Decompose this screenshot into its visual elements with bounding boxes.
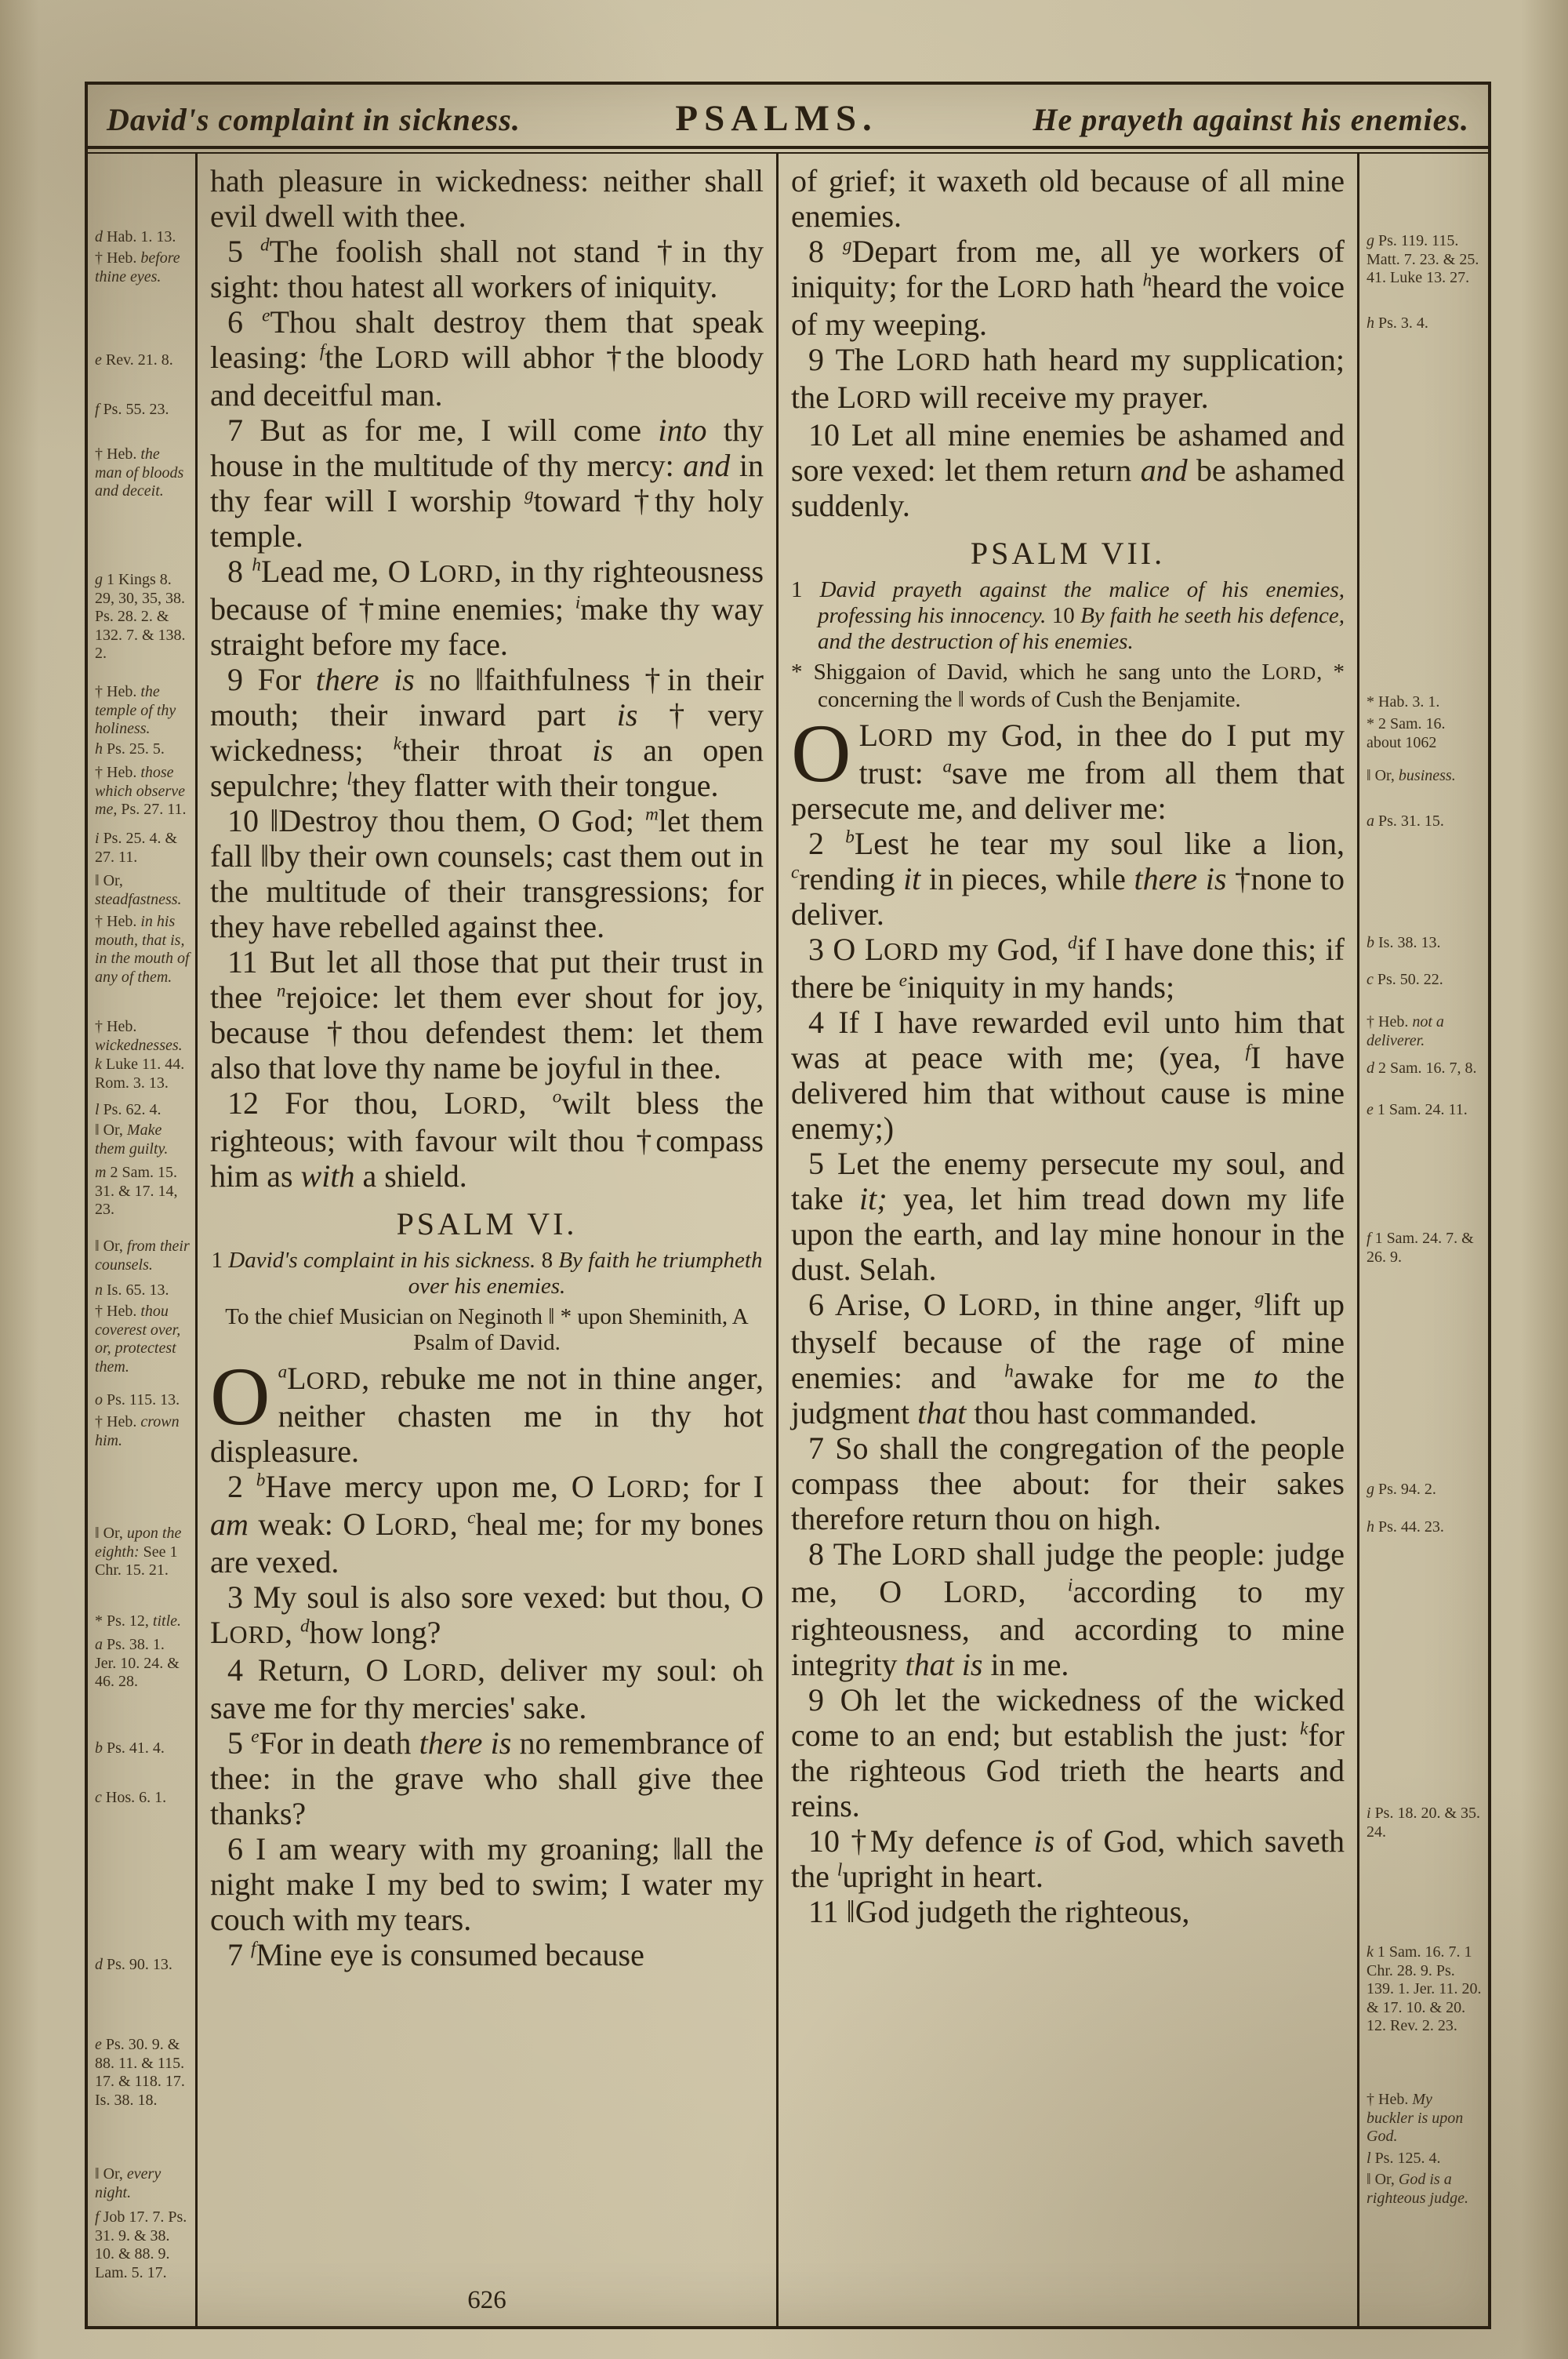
margin-note: † Heb. crown him.: [95, 1413, 180, 1449]
verse-paragraph: 7 But as for me, I will come into thy house in the multitude of thy mercy: and in thy fear will I worship $^g$toward †thy holy temple.: [210, 413, 764, 554]
psalm-argument: 1 David's complaint in his sickness. 8 By faith he triumpheth over his enemies.: [211, 1248, 763, 1299]
verse-paragraph: 4 Return, O LORD, deliver my soul: oh save me for thy mercies' sake.: [210, 1652, 764, 1725]
verse-paragraph: 10 †My defence is of God, which saveth the $^l$upright in heart.: [791, 1823, 1345, 1894]
margin-note: † Heb. not a deliverer.: [1367, 1013, 1444, 1049]
margin-note: * 2 Sam. 16. about 1062: [1367, 715, 1446, 751]
cross-reference-letter: e: [251, 1726, 260, 1747]
cross-reference-letter: k: [393, 733, 402, 754]
divine-name: LORD: [375, 340, 450, 375]
margin-note: ‖ Or, upon the eighth: See 1 Chr. 15. 21.: [95, 1525, 182, 1579]
margin-note: * Hab. 3. 1.: [1367, 693, 1440, 711]
verse-paragraph: of grief; it waxeth old because of all mine enemies.: [791, 163, 1345, 234]
divine-name: LORD: [287, 1361, 362, 1396]
verse-paragraph: 11 ‖God judgeth the righteous,: [808, 1894, 1190, 1929]
cross-reference-letter: b: [845, 827, 855, 848]
margin-note: d 2 Sam. 16. 7, 8.: [1367, 1060, 1477, 1077]
margin-note: k Luke 11. 44. Rom. 3. 13.: [95, 1056, 185, 1092]
margin-note: † Heb. My buckler is upon God.: [1367, 2091, 1464, 2145]
divine-name: LORD: [837, 380, 912, 415]
margin-note: m 2 Sam. 15. 31. & 17. 14, 23.: [95, 1164, 178, 1218]
divine-name: LORD: [943, 1574, 1018, 1609]
cross-reference-letter: g: [842, 234, 852, 256]
margin-note: g Ps. 94. 2.: [1367, 1481, 1436, 1498]
cross-reference-letter: i: [1067, 1575, 1073, 1596]
cross-reference-letter: g: [1254, 1288, 1265, 1309]
psalm-inscription: To the chief Musician on Neginoth ‖ * upon Sheminith, A Psalm of David.: [225, 1304, 749, 1355]
verse-paragraph: 7 $^f$Mine eye is consumed because: [227, 1937, 644, 1972]
divine-name: LORD: [858, 718, 934, 753]
divine-name: LORD: [997, 269, 1073, 304]
margin-note: h Ps. 3. 4.: [1367, 314, 1428, 332]
margin-note: h Ps. 25. 5.: [95, 740, 165, 758]
cross-reference-letter: n: [276, 980, 286, 1001]
drop-cap: O: [791, 707, 851, 799]
margin-note: * Ps. 12, title.: [95, 1612, 182, 1630]
divine-name: LORD: [1261, 660, 1317, 685]
running-head-right: He prayeth against his enemies.: [1033, 102, 1469, 137]
margin-note: ‖ Or, steadfastness.: [95, 872, 182, 908]
margin-note: e Ps. 30. 9. & 88. 11. & 115. 17. & 118. 17. Is. 38. 18.: [95, 2036, 185, 2109]
margin-note: i Ps. 25. 4. & 27. 11.: [95, 830, 178, 866]
margin-note: f Job 17. 7. Ps. 31. 9. & 38. 10. & 88. 9. Lam. 5. 17.: [95, 2208, 187, 2281]
divine-name: LORD: [419, 554, 494, 589]
cross-reference-letter: e: [262, 305, 270, 326]
margin-note: a Ps. 31. 15.: [1367, 812, 1444, 830]
cross-reference-letter: a: [278, 1361, 288, 1383]
margin-note: † Heb. the temple of thy holiness.: [95, 683, 176, 737]
verse-paragraph: 3 O LORD my God, $^d$if I have done this; if there be $^e$iniquity in my hands;: [791, 932, 1345, 1005]
verse-paragraph: 6 $^e$Thou shalt destroy them that speak leasing: $^f$the LORD will abhor †the bloody and deceitful man.: [210, 304, 764, 413]
cross-reference-letter: k: [1300, 1718, 1308, 1739]
margin-note: † Heb. in his mouth, that is, in the mouth of any of them.: [95, 913, 190, 986]
divine-name: LORD: [607, 1469, 682, 1504]
verse-paragraph: 2 $^b$Lest he tear my soul like a lion, $^c$rending it in pieces, while there is †none to deliver.: [791, 826, 1345, 932]
verse-paragraph: 10 Let all mine enemies be ashamed and sore vexed: let them return and be ashamed suddenly.: [791, 417, 1345, 523]
verse-paragraph: 5 $^d$The foolish shall not stand †in thy sight: thou hatest all workers of iniquity.: [210, 234, 764, 304]
margin-note: e 1 Sam. 24. 11.: [1367, 1101, 1468, 1118]
divine-name: LORD: [891, 1536, 967, 1572]
verse-paragraph: 9 Oh let the wickedness of the wicked come to an end; but establish the just: $^k$for the righteous God trieth the hearts and reins.: [791, 1682, 1345, 1823]
cross-reference-letter: g: [524, 484, 534, 505]
divine-name: LORD: [444, 1085, 519, 1121]
margin-note: k 1 Sam. 16. 7. 1 Chr. 28. 9. Ps. 139. 1. Jer. 11. 20. & 17. 10. & 20. 12. Rev. 2. 23.: [1367, 1943, 1482, 2034]
margin-note: g 1 Kings 8. 29, 30, 35, 38. Ps. 28. 2. & 132. 7. & 138. 2.: [95, 571, 186, 662]
page-number: 626: [467, 2286, 506, 2314]
verse-paragraph: 9 The LORD hath heard my supplication; the LORD will receive my prayer.: [791, 342, 1345, 415]
margin-note: c Ps. 50. 22.: [1367, 971, 1443, 988]
margin-note: ‖ Or, from their counsels.: [95, 1238, 190, 1274]
cross-reference-letter: f: [251, 1938, 256, 1959]
margin-note: ‖ Or, business.: [1367, 767, 1456, 784]
verse-paragraph: 4 If I have rewarded evil unto him that was at peace with me; (yea, $^f$I have delivered him that without cause is mine enemy;): [791, 1005, 1345, 1146]
verse-paragraph: 6 Arise, O LORD, in thine anger, $^g$lift up thyself because of the rage of mine enemies: and $^h$awake for me to the judgment that thou hast commanded.: [791, 1287, 1345, 1430]
running-header: [88, 85, 1488, 146]
margin-note: i Ps. 18. 20. & 35. 24.: [1367, 1805, 1481, 1841]
page-frame: [85, 82, 1491, 2329]
margin-note: ‖ Or, every night.: [95, 2165, 162, 2201]
verse-paragraph: 5 Let the enemy persecute my soul, and take it; yea, let him tread down my life upon the earth, and lay mine honour in the dust. Selah.: [791, 1146, 1345, 1287]
text-column-right-wrap: [779, 154, 1359, 2326]
verse-paragraph: 12 For thou, LORD, $^o$wilt bless the righteous; with favour wilt thou †compass him as with a shield.: [210, 1085, 764, 1194]
cross-reference-letter: i: [575, 592, 581, 613]
margin-note: o Ps. 115. 13.: [95, 1391, 180, 1408]
verse-paragraph: 6 I am weary with my groaning; ‖all the night make I my bed to swim; I water my couch with my tears.: [210, 1831, 764, 1937]
verse-paragraph: 2 $^b$Have mercy upon me, O LORD; for I am weak: O LORD, $^c$heal me; for my bones are vexed.: [210, 1469, 764, 1579]
verse-paragraph: 11 But let all those that put their trust in thee $^n$rejoice: let them ever shout for joy, because †thou defendest them: let them also that love thy name be joyful in thee.: [210, 944, 764, 1085]
margin-note: g Ps. 119. 115. Matt. 7. 23. & 25. 41. Luke 13. 27.: [1367, 232, 1479, 286]
verse-paragraph: 9 For there is no ‖faithfulness †in their mouth; their inward part is †very wickedness; $^k$their throat is an open sepulchre; $^l$they flatter with their tongue.: [210, 662, 764, 803]
text-column-left-wrap: [195, 154, 779, 2326]
book-title: PSALMS.: [675, 98, 878, 139]
cross-reference-letter: d: [260, 234, 270, 256]
margin-note: † Heb. wickednesses.: [95, 1018, 183, 1054]
margin-note: † Heb. thou coverest over, or, protectest them.: [95, 1303, 181, 1376]
verse-paragraph: 10 ‖Destroy thou them, O God; $^m$let them fall ‖by their own counsels; cast them out in the multitude of their transgressions; for they have rebelled against thee.: [210, 803, 764, 944]
margin-note: d Hab. 1. 13.: [95, 228, 176, 245]
margin-note: h Ps. 44. 23.: [1367, 1518, 1444, 1536]
cross-reference-letter: c: [467, 1507, 476, 1528]
running-head-left: David's complaint in sickness.: [107, 102, 521, 137]
cross-reference-letter: h: [1142, 270, 1152, 291]
margin-note: ‖ Or, Make them guilty.: [95, 1121, 169, 1158]
psalm-heading: PSALM VI.: [396, 1206, 578, 1241]
cross-reference-letter: d: [1067, 932, 1077, 954]
text-column-right: [791, 163, 1345, 1929]
cross-reference-letter: b: [256, 1470, 266, 1491]
verse-paragraph: 7 So shall the congregation of the people compass thee about: for their sakes therefore return thou on high.: [791, 1430, 1345, 1536]
margin-note: n Is. 65. 13.: [95, 1281, 169, 1299]
margin-note: † Heb. the man of bloods and deceit.: [95, 445, 184, 500]
margin-note: f Ps. 55. 23.: [95, 401, 169, 418]
divine-name: LORD: [375, 1507, 450, 1542]
margin-note: l Ps. 125. 4.: [1367, 2150, 1441, 2167]
verse-paragraph: 8 $^h$Lead me, O LORD, in thy righteousness because of †mine enemies; $^i$make thy way straight before my face.: [210, 554, 764, 662]
verse-paragraph: hath pleasure in wickedness: neither shall evil dwell with thee.: [210, 163, 764, 234]
header-double-rule: [88, 146, 1488, 154]
page-content: [88, 154, 1488, 2326]
divine-name: LORD: [864, 932, 939, 967]
margin-notes-left: [88, 154, 195, 2326]
margin-note: l Ps. 62. 4.: [95, 1101, 162, 1118]
margin-note: a Ps. 38. 1. Jer. 10. 24. & 46. 28.: [95, 1636, 180, 1690]
cross-reference-letter: c: [791, 862, 800, 883]
margin-note: ‖ Or, God is a righteous judge.: [1367, 2171, 1468, 2207]
verse-paragraph: 3 My soul is also sore vexed: but thou, O LORD, $^d$how long?: [210, 1579, 764, 1650]
margin-notes-right: [1359, 154, 1488, 2326]
cross-reference-letter: e: [898, 970, 907, 991]
cross-reference-letter: l: [347, 769, 352, 790]
margin-note: † Heb. those which observe me, Ps. 27. 11.: [95, 764, 187, 818]
cross-reference-letter: h: [1004, 1361, 1014, 1382]
psalm-inscription: * Shiggaion of David, which he sang unto the LORD, * concerning the ‖ words of Cush the Benjamite.: [791, 660, 1345, 712]
text-column-left: [210, 163, 764, 1972]
cross-reference-letter: h: [252, 554, 261, 576]
margin-note: c Hos. 6. 1.: [95, 1789, 167, 1806]
margin-note: f 1 Sam. 24. 7. & 26. 9.: [1367, 1230, 1474, 1266]
verse-paragraph: 8 $^g$Depart from me, all ye workers of iniquity; for the LORD hath $^h$heard the voice of my weeping.: [791, 234, 1345, 342]
cross-reference-letter: a: [942, 756, 953, 777]
psalm-opening-verse: O $^a$LORD, rebuke me not in thine anger, neither chasten me in thy hot displeasure.: [210, 1350, 764, 1469]
divine-name: LORD: [958, 1287, 1033, 1322]
margin-note: d Ps. 90. 13.: [95, 1956, 172, 1973]
cross-reference-letter: f: [319, 340, 325, 362]
cross-reference-letter: o: [552, 1086, 562, 1107]
cross-reference-letter: d: [300, 1616, 310, 1637]
drop-cap: O: [210, 1350, 270, 1442]
margin-note: e Rev. 21. 8.: [95, 351, 173, 369]
divine-name: LORD: [896, 342, 971, 377]
cross-reference-letter: l: [837, 1859, 843, 1881]
verse-paragraph: 5 $^e$For in death there is no remembrance of thee: in the grave who shall give thee thanks?: [210, 1725, 764, 1831]
margin-note: † Heb. before thine eyes.: [95, 249, 180, 285]
psalm-opening-verse: O LORD my God, in thee do I put my trust: $^a$save me from all them that persecute me, and deliver me:: [791, 707, 1345, 826]
margin-note: b Is. 38. 13.: [1367, 934, 1441, 951]
divine-name: LORD: [403, 1652, 478, 1688]
cross-reference-letter: m: [645, 804, 659, 825]
psalm-heading: PSALM VII.: [970, 536, 1166, 571]
margin-note: b Ps. 41. 4.: [95, 1739, 165, 1757]
divine-name: LORD: [210, 1615, 285, 1650]
cross-reference-letter: f: [1245, 1041, 1250, 1062]
verse-paragraph: 8 The LORD shall judge the people: judge me, O LORD, $^i$according to my righteousness, and according to mine integrity that is in me.: [791, 1536, 1345, 1682]
psalm-argument: 1 David prayeth against the malice of his enemies, professing his innocency. 10 By faith he seeth his defence, and the destruction of his enemies.: [791, 577, 1345, 654]
